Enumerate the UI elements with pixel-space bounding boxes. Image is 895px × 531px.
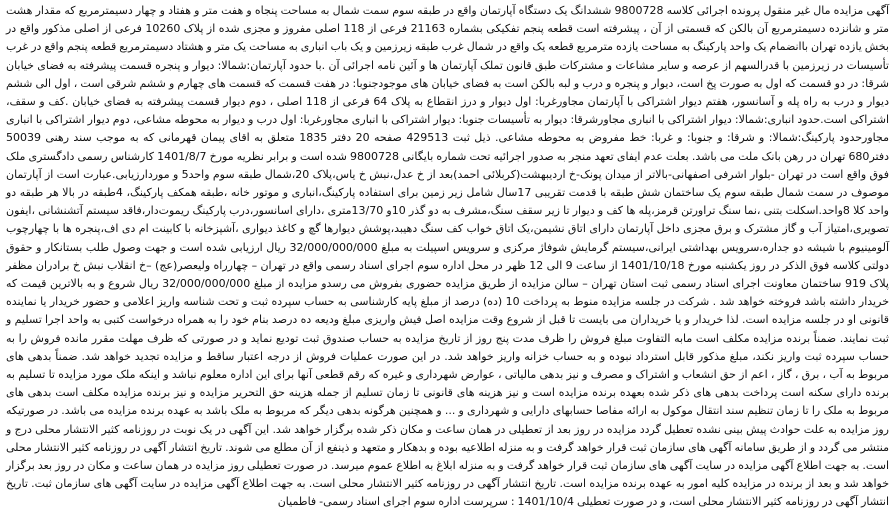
notice-body: آگهی مزایده مال غیر منقول پرونده اجرائی کلاسه 9800728 ششدانگ یک دستگاه آپارتمان واقع در طبقه سوم سمت شمال به مساحت پنجاه و هفت متر و هفتاد و چهار دسیمترمربع که مقدار هشت متر و شانزده دسیمترمربع آن بالکن که قسمتی از آن ، پیشرفته است قطعه پنجم تفکیکی بشماره 21163 فرعی از 118 اصلی مفروز و مجزی شده از پلاک 10260 فرعی از اصلی مذکور واقع در بخش یازده تهران باانضمام یک واحد پارکینگ به مساحت یازده مترمربع قطعه یک واقع در شمال غرب طبقه زیرزمین و یک باب انباری به مساحت یک متر و هشتاد دسیمترمربع قطعه پنجم واقع در غرب تأسیسات در زیرزمین با قدرالسهم از عرصه و سایر مشاعات و مشترکات طبق قانون تملک آپارتمان ها و آئین نامه اجرائی آن .با حدود آپارتمان:شمالا: دیوار و پنجره قسمت پیشرفته به فضای خیابان شرقا: در دو قسمت که اول به صورت پخ است، دیوار و پنجره و درب و لبه بالکن است به فضای خیابان های موجودجنوبا: در هفت قسمت که قسمت های چهارم و ششم شرقی است ، اول الی ششم دیوار و درب به راه پله و آسانسور، هفتم دیوار اشتراکی با آپارتمان مجاورغربا: اول دیوار و درز انقطاع به پلاک 64 فرعی از 118 اصلی ، دوم دیوار قسمت پیشرفته به فضای خیابان .کف و سقف، اشتراکی است.حدود انباری:شمالا: دیوار اشتراکی با انباری مجاورشرقا: دیوار به تأسیسات جنوبا: دیوار اشتراکی با انباری مجاورغربا: اول درب و دیوار به محوطه مشاعی، دوم دیوار اشتراکی با انباری مجاورحدود پارکینگ:شمالا: و شرقا: و جنوبا: و غربا: خط مفروض به محوطه مشاعی. ذیل ثبت 429513 صفحه 20 دفتر 1835 متعلق به اقای پیمان قهرمانی که به موجب سند رهنی 50039 دفتر680 تهران در رهن بانک ملت می باشد. بعلت عدم ایفای تعهد منجر به صدور اجرائیه تحت شماره بایگانی 9800728 شده است و برابر نظریه مورخ 1401/8/7 کارشناس رسمی دادگستری ملک فوق واقع است در تهران -بلوار اشرفی اصفهانی-بالاتر از میدان پونک-خ اردیبهشت(کربلائی احمد)بعد از خ عدل،نبش خ یاس،پلاک 20،شمال طبقه سوم واحد5 و موردارزیابی.عبارت است از آپارتمان موصوف در سمت شمال طبقه سوم یک ساختمان شش طبقه با قدمت تقریبی 17سال شامل زیر زمین برای استفاده پارکینگ،انباری و موتور خانه ،طبقه همکف پارکینگ، 4طبقه در بالا هر طبقه دو واحد کلا 8واحد.اسکلت بتنی ،نما سنگ تراورتن قرمز،پله ها کف و دیوار تا زیر سقف سنگ،مشرف به دو گذر 10و 13/70متری ،دارای اسانسور،درب پارکینگ ریموت‌دار،فاقد سیستم آتشنشانی ،ایفون تصویری،امتیاز آب و گاز مشترک و برق مجزی داخل آپارتمان دارای اتاق نشیمن،یک اتاق خواب کف سنگ دهیبد،پوشش دیوارها گچ و کاغذ دیواری ،آشپزخانه با کابینت ام دی اف،پنجره ها با چهارچوب آلومینیوم با شیشه دو جداره،سرویس بهداشتی ایرانی،سیستم گرمایش شوفاژ مرکزی و سرویس اسپیلت به مبلغ 32/000/000/000 ریال ارزیابی شده است و جهت وصول طلب بستانکار و حقوق دولتی کلاسه فوق الذکر در روز یکشنبه مورخ 1401/10/18 از ساعت 9 الی 12 ظهر در محل اداره سوم اجرای اسناد رسمی واقع در تهران – چهارراه ولیعصر(عج) –خ انقلاب نبش خ برادران مظفر پلاک 919 ساختمان معاونت اجرای اسناد رسمی ثبت استان تهران – سالن مزایده از طریق مزایده حضوری بفروش می رسدو مزایده از مبلغ 32/000/000/000 ریال شروع و به بالاترین قیمت که خریدار داشته باشد فروخته خواهد شد . شرکت در جلسه مزایده منوط به پرداخت 10 (ده) درصد از مبلغ پایه کارشناسی به حساب سپرده ثبت و تحت شناسه واریز اعلامی و حضور خریدار یا نماینده قانونی او در جلسه مزایده است. لذا خریدار و یا خریداران می بایست تا قبل از شروع وقت مزایده اصل فیش واریزی مبلغ ودیعه ده درصد بنام خود را به همراه درخواست کتبی به واحد اجرا تسلیم و ثبت نمایند. ضمناً برنده مزایده مکلف است مابه التفاوت مبلغ فروش را ظرف مدت پنج روز از تاریخ مزایده به حساب صندوق ثبت تودیع نماید و در صورتی که ظرف مهلت مقرر مانده فروش را به حساب سپرده ثبت واریز نکند، مبلغ مذکور قابل استرداد نبوده و به حساب خزانه واریز خواهد شد. در این صورت عملیات فروش از درجه اعتبار ساقط و مزایده تجدید خواهد شد. ضمناً بدهی های مربوط به آب ، برق ، گاز ، اعم از حق انشعاب و اشتراک و مصرف و نیز بدهی مالیاتی ، عوارض شهرداری و غیره که رقم قطعی آنها برای این اداره معلوم نباشد و اینکه ملک مورد مزایده تا تسلیم به برنده دارای سکنه است پرداخت بدهی های ذکر شده بعهده برنده مزایده است و نیز هزینه های قانونی تا زمان تسلیم از جمله هزینه حق التحریر مزایده و نیز برنده مزایده مکلف است بدهی های مربوط به ملک را تا زمان تنظیم سند انتقال موکول به ارائه مفاصا حسابهای دارایی و شهرداری و ... و همچنین هرگونه بدهی دیگر که مربوط به ملک باشد به عهده برنده مزایده می باشد. در صورتیکه روز مزایده به علت حوادث پیش بینی نشده تعطیل گردد مزایده در روز بعد از تعطیلی در همان ساعت و مکان ذکر شده برگزار خواهد شد. این آگهی در یک نوبت در روزنامه کثیر الانتشار محلی درج و منتشر می گردد و از طریق سامانه آگهی های سازمان ثبت قرار خواهد گرفت و به منزله اطلاعیه بوده و بدهکار و متعهد و ذینفع از آن مطلع می شوند. تاریخ انتشار آگهی در روزنامه کثیر الانتشار محلی است. به جهت اطلاع آگهی مزایده در سایت آگهی های سازمان ثبت قرار خواهد گرفت و به منزله ابلاغ به اطلاع عموم میرسد. در صورت تعطیلی روز مزایده در همان ساعت و مکان در روز بعد برگزار خواهد شد و بعد از برنده در مزایده کلیه امور به عهده برنده مزایده است. تاریخ انتشار آگهی در روزنامه کثیر الانتشار محلی است. به جهت اطلاع آگهی مزایده در سایت آگهی های سازمان ثبت. تاریخ انتشار آگهی در روزنامه کثیر الانتشار محلی است، و در صورت تعطیلی 1401/10/4 : سرپرست اداره سوم اجرای اسناد رسمی- فاطمیان: [6, 4, 890, 509]
